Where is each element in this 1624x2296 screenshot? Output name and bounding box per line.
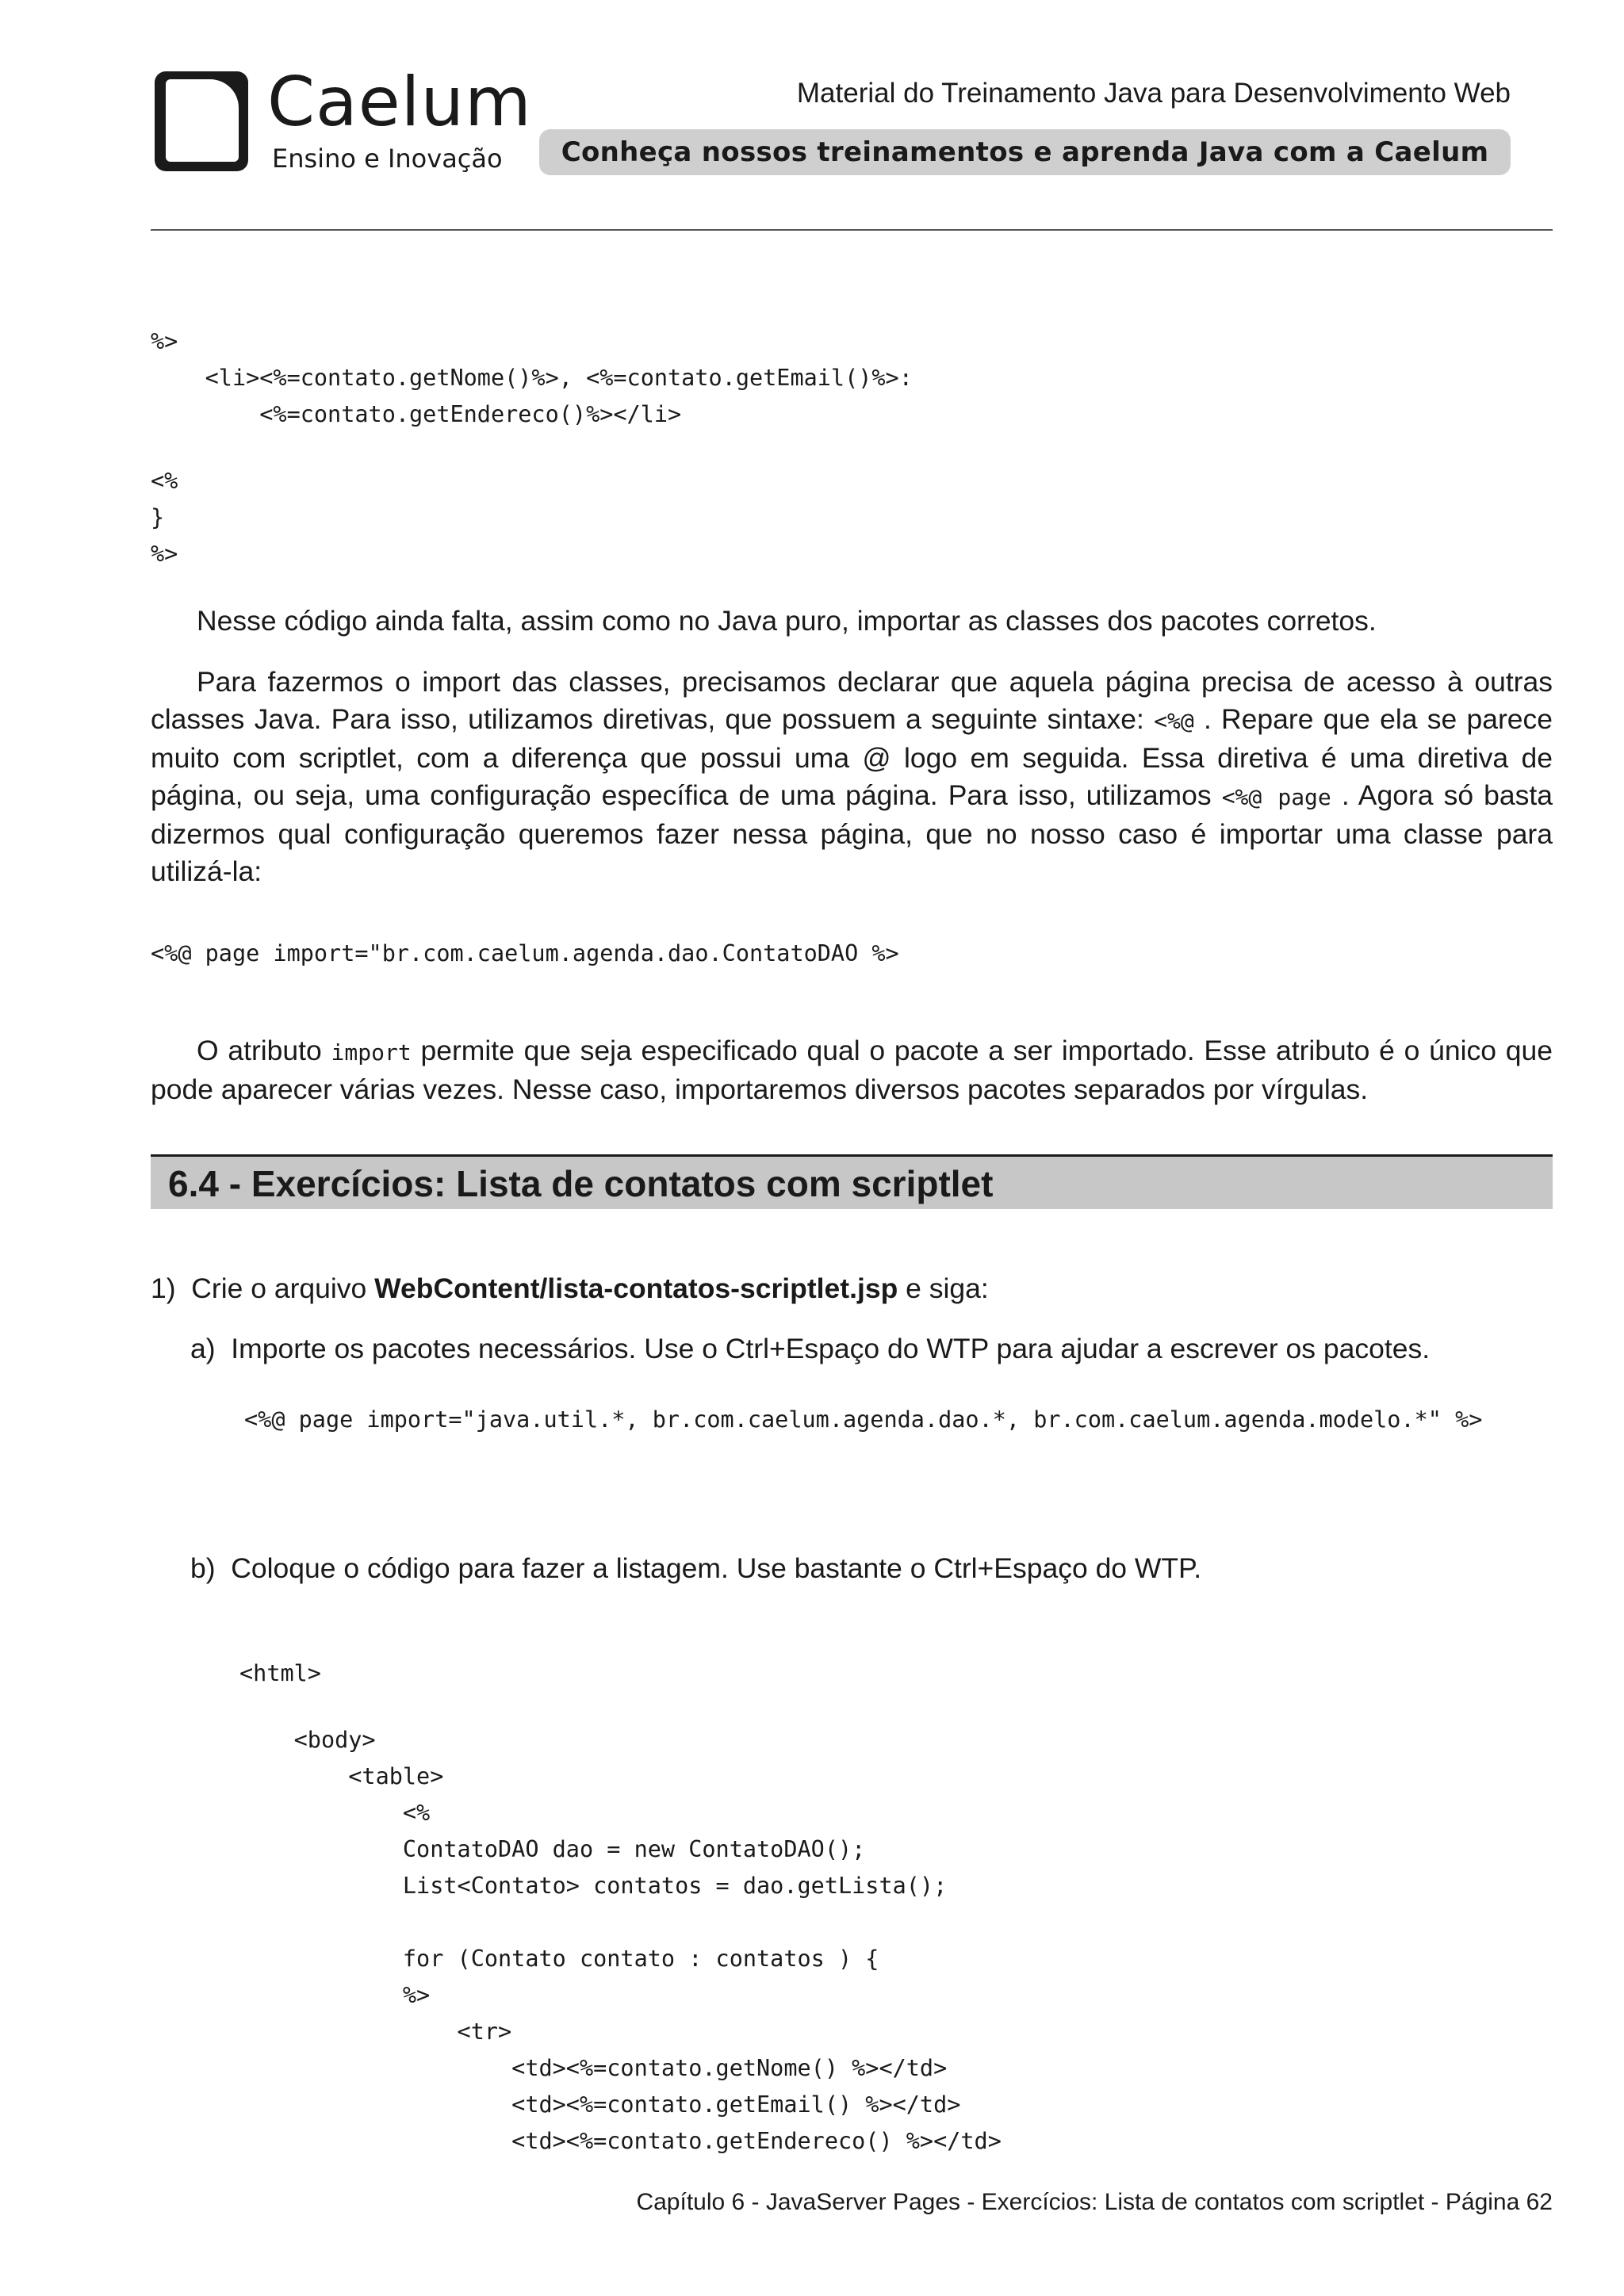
code-line: <td><%=contato.getNome() %></td> [239, 2055, 948, 2081]
paragraph-text: . Agora só basta dizermos qual configuração queremos fazer nessa página, que no nosso caso é importar uma classe para utilizá-la: [151, 779, 1553, 887]
paragraph-text: O atributo [197, 1035, 331, 1066]
paragraph-text: permite que seja especificado qual o pacote a ser importado. Esse atributo é o único que pode aparecer várias vezes. Nesse caso, importaremos diversos pacotes separados por vírgulas. [151, 1035, 1553, 1105]
logo-tagline: Ensino e Inovação [272, 144, 503, 174]
page-footer: Capítulo 6 - JavaServer Pages - Exercícios: Lista de contatos com scriptlet - Página 62 [636, 2189, 1553, 2215]
inline-code: <%@ page [1221, 784, 1331, 810]
header-title: Material do Treinamento Java para Desenvolvimento Web [796, 78, 1511, 109]
logo-mark-icon: ✱ [155, 71, 248, 171]
paragraph [151, 664, 1553, 890]
code-line: ContatoDAO dao = new ContatoDAO(); [239, 1836, 866, 1862]
code-block-listing [239, 1619, 1002, 2196]
paragraph-text: Nesse código ainda falta, assim como no Java puro, importar as classes dos pacotes corretos. [197, 605, 1377, 637]
paragraph [151, 1032, 1553, 1108]
code-line: for (Contato contato : contatos ) { [239, 1946, 879, 1972]
code-line: %> [151, 328, 178, 354]
code-block-top [151, 287, 913, 609]
code-line: <% [239, 1800, 431, 1826]
code-line: <table> [239, 1763, 444, 1789]
code-import-packages: <%@ page import="java.util.*, br.com.caelum.agenda.dao.*, br.com.caelum.agenda.modelo.*" %> [244, 1406, 1483, 1433]
exercise-item-a: a) Importe os pacotes necessários. Use o Ctrl+Espaço do WTP para ajudar a escrever os pacotes. [190, 1333, 1431, 1364]
code-line: <tr> [239, 2019, 512, 2045]
logo-name: Caelum [267, 63, 532, 142]
code-line: <li><%=contato.getNome()%>, <%=contato.getEmail()%>: [151, 365, 913, 391]
item-text: 1) Crie o arquivo [151, 1272, 375, 1304]
exercise-item-b: b) Coloque o código para fazer a listagem. Use bastante o Ctrl+Espaço do WTP. [190, 1552, 1202, 1584]
code-line [239, 1692, 1002, 1722]
paragraph [151, 603, 1553, 640]
code-line: <%=contato.getEndereco()%></li> [151, 401, 682, 427]
code-line: <% [151, 468, 178, 494]
code-line [239, 1904, 1002, 1941]
section-heading [151, 1154, 1553, 1209]
inline-code: <%@ [1154, 708, 1194, 734]
code-line: <html> [239, 1660, 321, 1686]
code-line: <td><%=contato.getEmail() %></td> [239, 2091, 961, 2118]
exercise-item-1 [151, 1270, 989, 1307]
header-banner: Conheça nossos treinamentos e aprenda Java com a Caelum [539, 129, 1511, 175]
caelum-logo [155, 63, 532, 178]
code-import: <%@ page import="br.com.caelum.agenda.dao.ContatoDAO %> [151, 940, 899, 966]
code-line [151, 433, 913, 463]
code-line: <body> [239, 1727, 376, 1753]
file-path: WebContent/lista-contatos-scriptlet.jsp [374, 1272, 898, 1304]
code-line: <td><%=contato.getEndereco() %></td> [239, 2128, 1002, 2154]
inline-code: import [331, 1039, 412, 1066]
paragraph-text: Para fazermos o import das classes, precisamos declarar que aquela página precisa de acesso à outras classes Java. Para isso, utilizamos diretivas, que possuem a seguinte sintaxe: [151, 666, 1553, 735]
item-text: e siga: [898, 1272, 989, 1304]
code-line: } [151, 504, 165, 530]
paragraph-text: . Repare que ela se parece muito com scriptlet, com a diferença que possui uma @ logo em seguida. Essa diretiva é uma diretiva de página, ou seja, uma configuração específica de uma página. Para isso, utilizamos [151, 703, 1553, 811]
code-line: %> [239, 1982, 431, 2008]
code-line: List<Contato> contatos = dao.getLista(); [239, 1873, 948, 1899]
code-line: %> [151, 541, 178, 567]
section-title: 6.4 - Exercícios: Lista de contatos com scriptlet [168, 1163, 994, 1204]
header-divider [151, 229, 1553, 231]
